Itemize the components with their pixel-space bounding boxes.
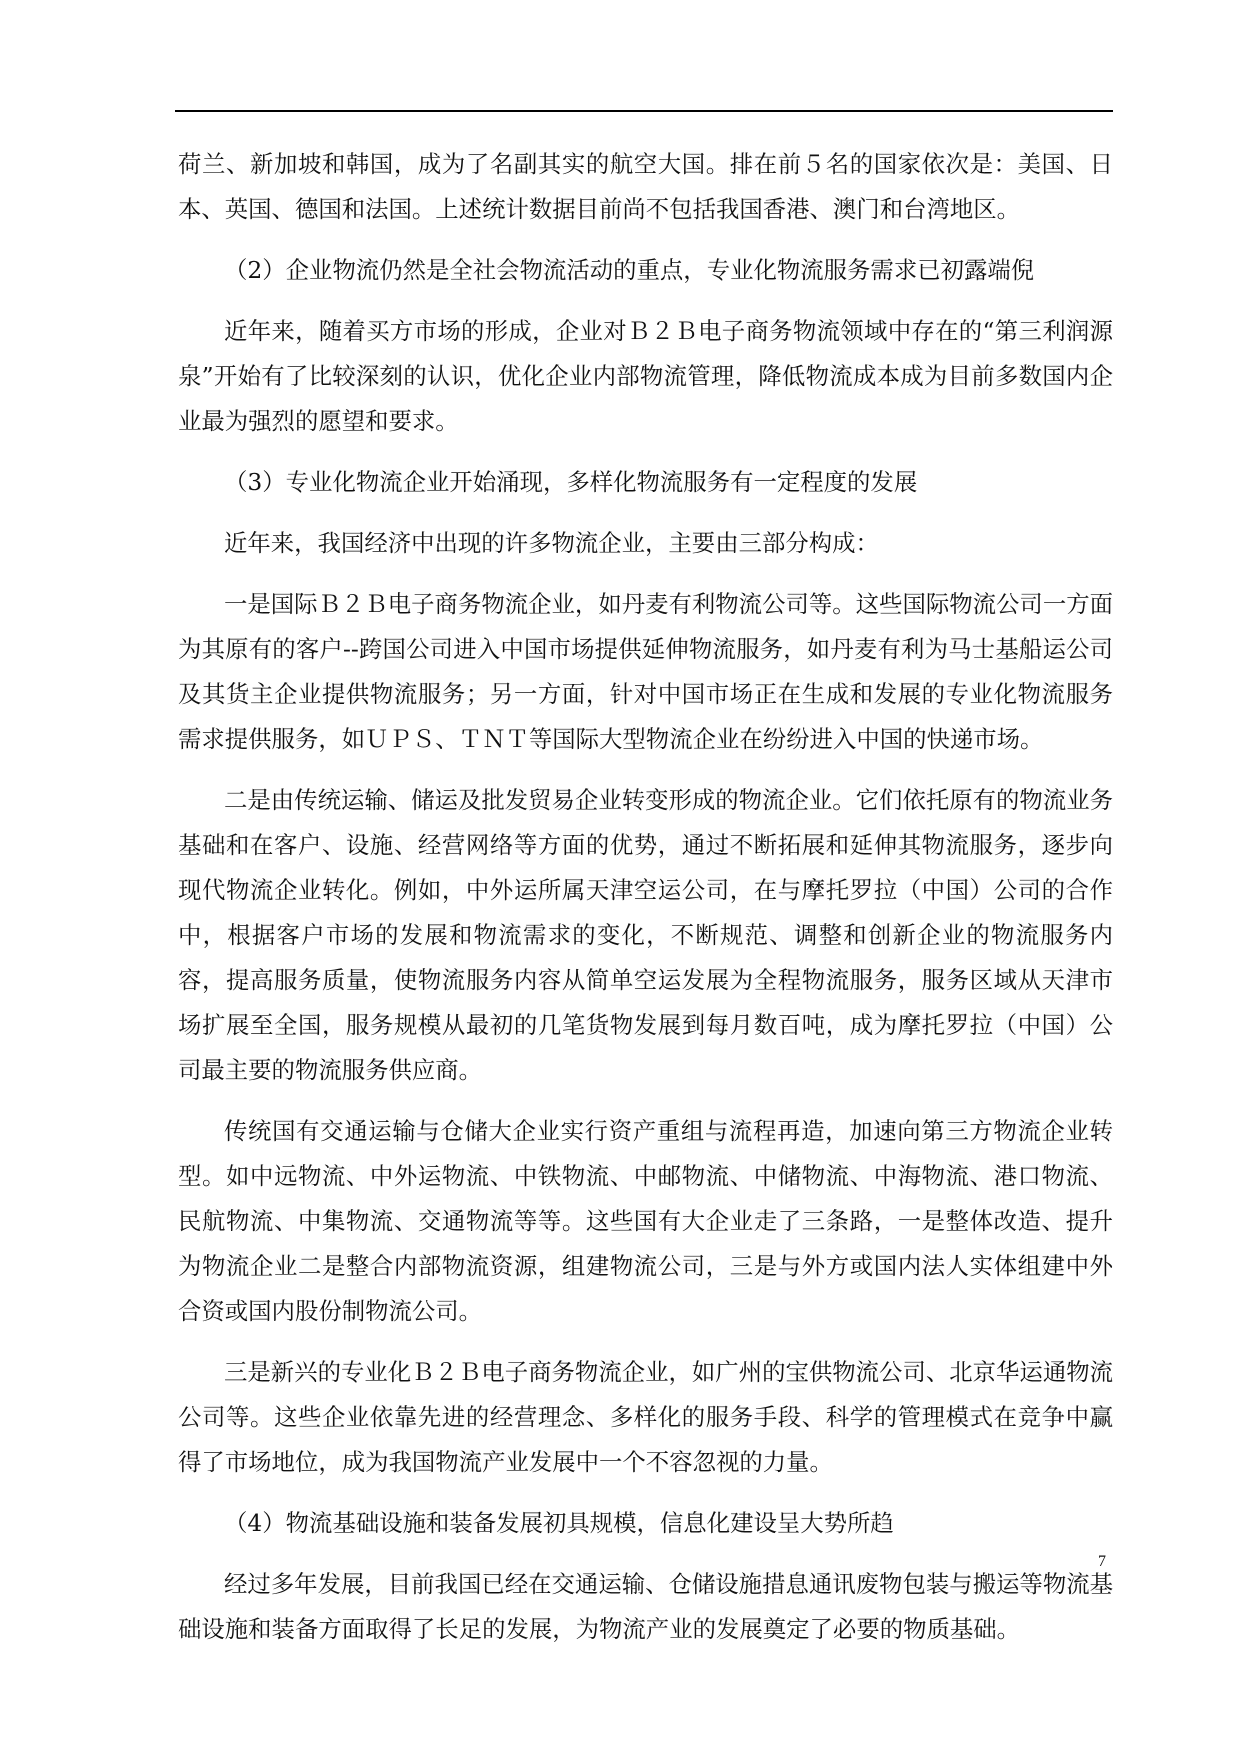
paragraph: 传统国有交通运输与仓储大企业实行资产重组与流程再造，加速向第三方物流企业转型。如中远物流、中外运物流、中铁物流、中邮物流、中储物流、中海物流、港口物流、民航物流、中集物流、交通物流等等。这些国有大企业走了三条路，一是整体改造、提升为物流企业二是整合内部物流资源，组建物流公司，三是与外方或国内法人实体组建中外合资或国内股份制物流公司。 — [178, 1117, 1113, 1325]
paragraph: 经过多年发展，目前我国已经在交通运输、仓储设施措息通讯废物包装与搬运等物流基础设施和装备方面取得了长足的发展，为物流产业的发展奠定了必要的物质基础。 — [178, 1570, 1113, 1643]
header-rule — [175, 110, 1113, 112]
paragraph: 近年来，我国经济中出现的许多物流企业，主要由三部分构成： — [224, 529, 879, 557]
subheading-2: （2）企业物流仍然是全社会物流活动的重点，专业化物流服务需求已初露端倪 — [224, 256, 1035, 284]
body-text — [178, 142, 1113, 1668]
paragraph: 二是由传统运输、储运及批发贸易企业转变形成的物流企业。它们依托原有的物流业务基础和在客户、设施、经营网络等方面的优势，通过不断拓展和延伸其物流服务，逐步向现代物流企业转化。例如，中外运所属天津空运公司，在与摩托罗拉（中国）公司的合作中，根据客户市场的发展和物流需求的变化，不断规范、调整和创新企业的物流服务内容，提高服务质量，使物流服务内容从简单空运发展为全程物流服务，服务区域从天津市场扩展至全国，服务规模从最初的几笔货物发展到每月数百吨，成为摩托罗拉（中国）公司最主要的物流服务供应商。 — [178, 786, 1113, 1084]
paragraph: 三是新兴的专业化Ｂ２Ｂ电子商务物流企业，如广州的宝供物流公司、北京华运通物流公司等。这些企业依靠先进的经营理念、多样化的服务手段、科学的管理模式在竞争中赢得了市场地位，成为我国物流产业发展中一个不容忽视的力量。 — [178, 1358, 1113, 1476]
subheading-4: （4）物流基础设施和装备发展初具规模，信息化建设呈大势所趋 — [224, 1509, 894, 1537]
paragraph-continuation: 荷兰、新加坡和韩国，成为了名副其实的航空大国。排在前５名的国家依次是：美国、日本、英国、德国和法国。上述统计数据目前尚不包括我国香港、澳门和台湾地区。 — [178, 150, 1113, 223]
paragraph: 近年来，随着买方市场的形成，企业对Ｂ２Ｂ电子商务物流领域中存在的“第三利润源泉”开始有了比较深刻的认识，优化企业内部物流管理，降低物流成本成为目前多数国内企业最为强烈的愿望和要求。 — [178, 317, 1113, 435]
paragraph: 一是国际Ｂ２Ｂ电子商务物流企业，如丹麦有利物流公司等。这些国际物流公司一方面为其原有的客户--跨国公司进入中国市场提供延伸物流服务，如丹麦有利为马士基船运公司及其货主企业提供物流服务；另一方面，针对中国市场正在生成和发展的专业化物流服务需求提供服务，如ＵＰＳ、ＴＮＴ等国际大型物流企业在纷纷进入中国的快递市场。 — [178, 590, 1113, 753]
subheading-3: （3）专业化物流企业开始涌现，多样化物流服务有一定程度的发展 — [224, 468, 918, 496]
page-number: 7 — [1098, 1553, 1106, 1570]
